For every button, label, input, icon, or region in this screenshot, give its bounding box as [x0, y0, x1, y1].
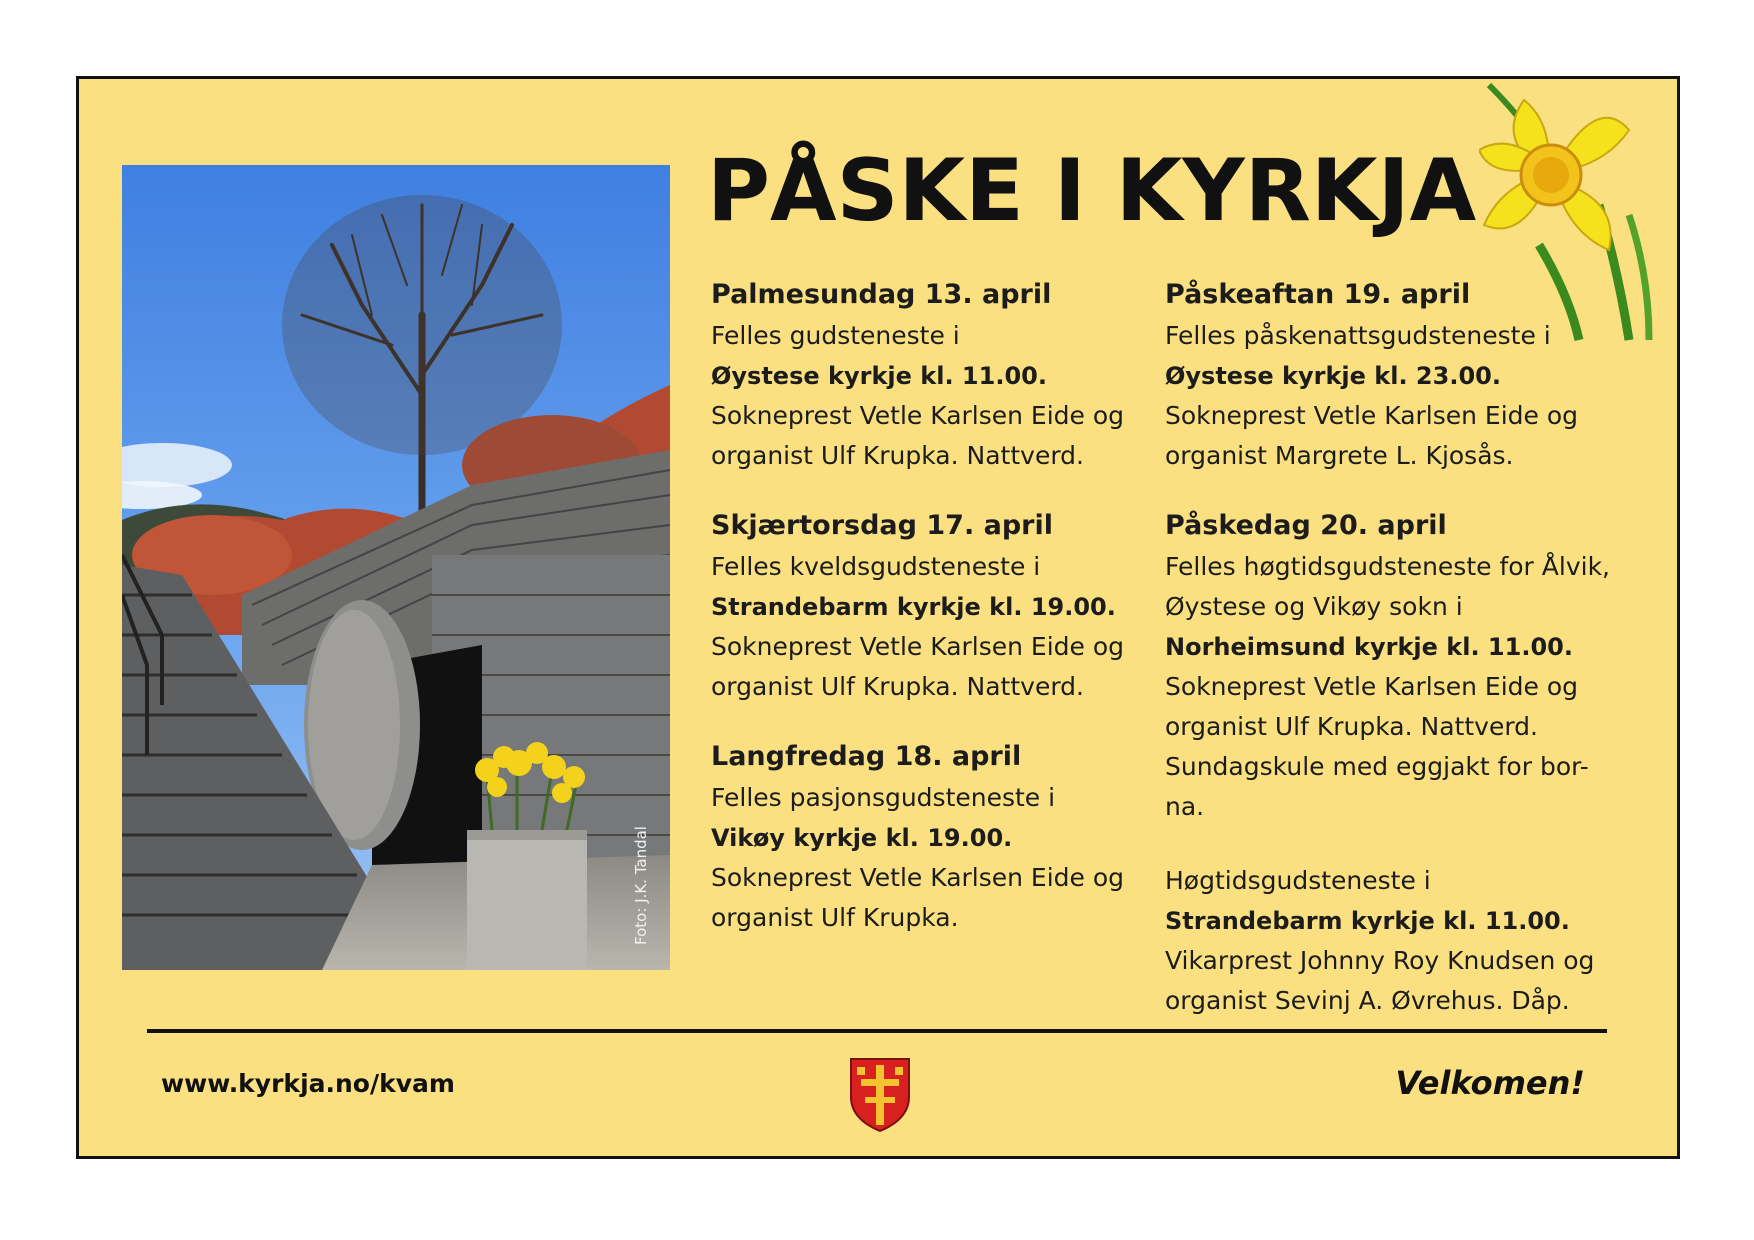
event-line: organist Margrete L. Kjosås. [1165, 441, 1514, 470]
photo-easter-tomb [122, 165, 670, 970]
event-paaskedag [1165, 510, 1625, 827]
event-line: Sokneprest Vetle Karlsen Eide og [711, 401, 1125, 430]
event-heading: Palmesundag 13. april [711, 279, 1052, 310]
event-line: organist Ulf Krupka. Nattverd. [711, 441, 1084, 470]
event-strandebarm-paaskedag [1165, 861, 1625, 1021]
event-line: Sokneprest Vetle Karlsen Eide og [711, 632, 1125, 661]
church-emblem-icon [849, 1057, 911, 1133]
poster-title: PÅSKE I KYRKJA [707, 141, 1477, 241]
event-line: organist Ulf Krupka. [711, 903, 959, 932]
poster [76, 76, 1680, 1159]
event-line: Vikarprest Johnny Roy Knudsen og [1165, 946, 1595, 975]
event-heading: Skjærtorsdag 17. april [711, 510, 1053, 541]
left-events-column [711, 279, 1151, 972]
event-line: Sokneprest Vetle Karlsen Eide og [1165, 672, 1579, 701]
event-line: Øystese og Vikøy sokn i [1165, 592, 1463, 621]
event-line-bold: Norheimsund kyrkje kl. 11.00. [1165, 633, 1573, 661]
event-line: Felles pasjonsgudsteneste i [711, 783, 1056, 812]
event-line: Sundagskule med eggjakt for bor- [1165, 752, 1589, 781]
event-line: organist Ulf Krupka. Nattverd. [1165, 712, 1538, 741]
event-heading: Påskeaftan 19. april [1165, 279, 1471, 310]
website-link[interactable]: www.kyrkja.no/kvam [161, 1069, 455, 1098]
event-line-bold: Øystese kyrkje kl. 23.00. [1165, 362, 1501, 390]
event-line-bold: Strandebarm kyrkje kl. 11.00. [1165, 907, 1570, 935]
event-line: organist Sevinj A. Øvrehus. Dåp. [1165, 986, 1570, 1015]
event-line-bold: Strandebarm kyrkje kl. 19.00. [711, 593, 1116, 621]
event-line: Felles kveldsgudsteneste i [711, 552, 1041, 581]
event-heading: Påskedag 20. april [1165, 510, 1447, 541]
event-heading: Langfredag 18. april [711, 741, 1022, 772]
event-palmesundag [711, 279, 1151, 476]
event-line: na. [1165, 792, 1205, 821]
photo-credit: Foto: J.K. Tandal [632, 826, 650, 945]
event-line-bold: Vikøy kyrkje kl. 19.00. [711, 824, 1013, 852]
right-events-column [1165, 279, 1625, 1055]
event-line: Felles høgtidsgudsteneste for Ålvik, [1165, 552, 1610, 581]
event-line: Sokneprest Vetle Karlsen Eide og [1165, 401, 1579, 430]
event-line: Felles gudsteneste i [711, 321, 960, 350]
event-line: organist Ulf Krupka. Nattverd. [711, 672, 1084, 701]
welcome-text: Velkomen! [1395, 1064, 1585, 1102]
event-line-bold: Øystese kyrkje kl. 11.00. [711, 362, 1047, 390]
event-line: Sokneprest Vetle Karlsen Eide og [711, 863, 1125, 892]
event-skjaertorsdag [711, 510, 1151, 707]
event-paaskeaftan [1165, 279, 1625, 476]
event-langfredag [711, 741, 1151, 938]
footer-divider [147, 1029, 1607, 1033]
event-line: Felles påskenattsgudsteneste i [1165, 321, 1551, 350]
event-line: Høgtidsgudsteneste i [1165, 866, 1431, 895]
